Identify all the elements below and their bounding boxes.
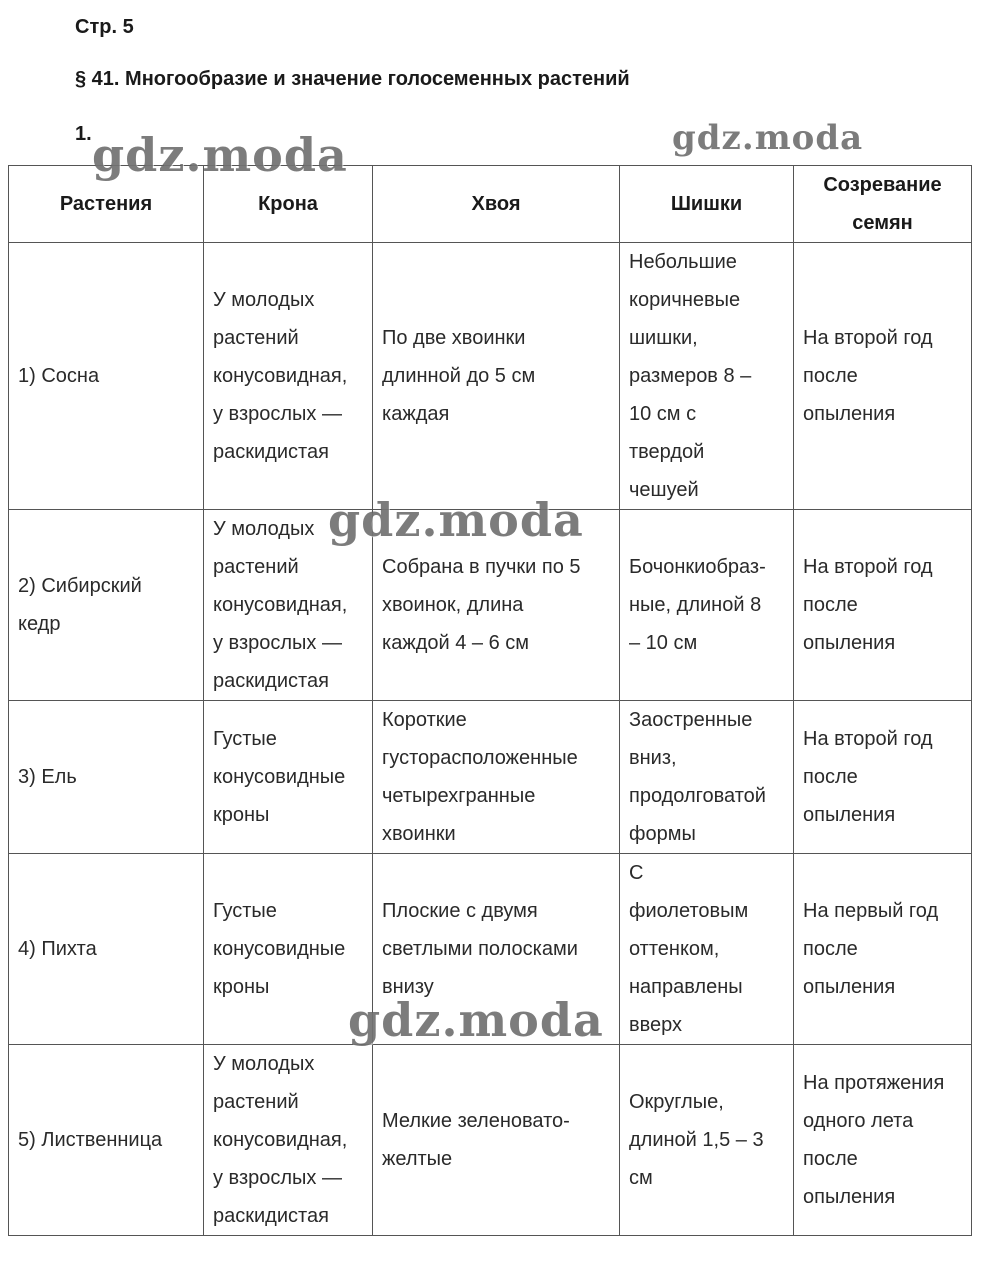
- cell-needles: Плоские с двумя светлыми полосками внизу: [373, 854, 620, 1045]
- cell-cones: С фиолетовым оттенком, направлены вверх: [620, 854, 794, 1045]
- table-row: [9, 243, 972, 510]
- cell-ripening: На протяжения одного лета после опыления: [794, 1045, 972, 1236]
- header-cones: Шишки: [620, 166, 794, 243]
- cell-plant: 5) Лиственница: [9, 1045, 204, 1236]
- cell-crown: Густые конусовидные кроны: [204, 701, 373, 854]
- cell-plant: 4) Пихта: [9, 854, 204, 1045]
- page-reference: Стр. 5: [75, 16, 134, 38]
- cell-crown: У молодых растений конусовидная, у взрослых — раскидистая: [204, 243, 373, 510]
- cell-needles: Короткие густорасположенные четырехгранные хвоинки: [373, 701, 620, 854]
- header-plants: Растения: [9, 166, 204, 243]
- cell-crown: Густые конусовидные кроны: [204, 854, 373, 1045]
- cell-ripening: На первый год после опыления: [794, 854, 972, 1045]
- section-title: § 41. Многообразие и значение голосеменных растений: [75, 68, 630, 90]
- cell-plant: 1) Сосна: [9, 243, 204, 510]
- cell-crown: У молодых растений конусовидная, у взрослых — раскидистая: [204, 510, 373, 701]
- watermark: gdz.moda: [348, 993, 604, 1047]
- table-row: [9, 854, 972, 1045]
- header-needles: Хвоя: [373, 166, 620, 243]
- table-row: [9, 1045, 972, 1236]
- cell-cones: Заостренные вниз, продолговатой формы: [620, 701, 794, 854]
- header-crown: Крона: [204, 166, 373, 243]
- gymnosperms-table: [8, 165, 972, 1236]
- task-number: 1.: [75, 123, 92, 145]
- cell-cones: Небольшие коричневые шишки, размеров 8 – 10 см с твердой чешуей: [620, 243, 794, 510]
- watermark: gdz.moda: [328, 493, 584, 547]
- cell-ripening: На второй год после опыления: [794, 510, 972, 701]
- watermark: gdz.moda: [672, 118, 864, 158]
- cell-ripening: На второй год после опыления: [794, 701, 972, 854]
- cell-crown: У молодых растений конусовидная, у взрослых — раскидистая: [204, 1045, 373, 1236]
- cell-needles: Мелкие зеленовато- желтые: [373, 1045, 620, 1236]
- cell-plant: 3) Ель: [9, 701, 204, 854]
- table-row: [9, 510, 972, 701]
- cell-cones: Округлые, длиной 1,5 – 3 см: [620, 1045, 794, 1236]
- cell-needles: По две хвоинки длинной до 5 см каждая: [373, 243, 620, 510]
- cell-needles: Собрана в пучки по 5 хвоинок, длина каждой 4 – 6 см: [373, 510, 620, 701]
- cell-cones: Бочонкиобраз- ные, длиной 8 – 10 см: [620, 510, 794, 701]
- table-row: [9, 701, 972, 854]
- cell-plant: 2) Сибирский кедр: [9, 510, 204, 701]
- table-header-row: [9, 166, 972, 243]
- watermark: gdz.moda: [92, 128, 348, 182]
- cell-ripening: На второй год после опыления: [794, 243, 972, 510]
- header-seed-ripening: Созревание семян: [794, 166, 972, 243]
